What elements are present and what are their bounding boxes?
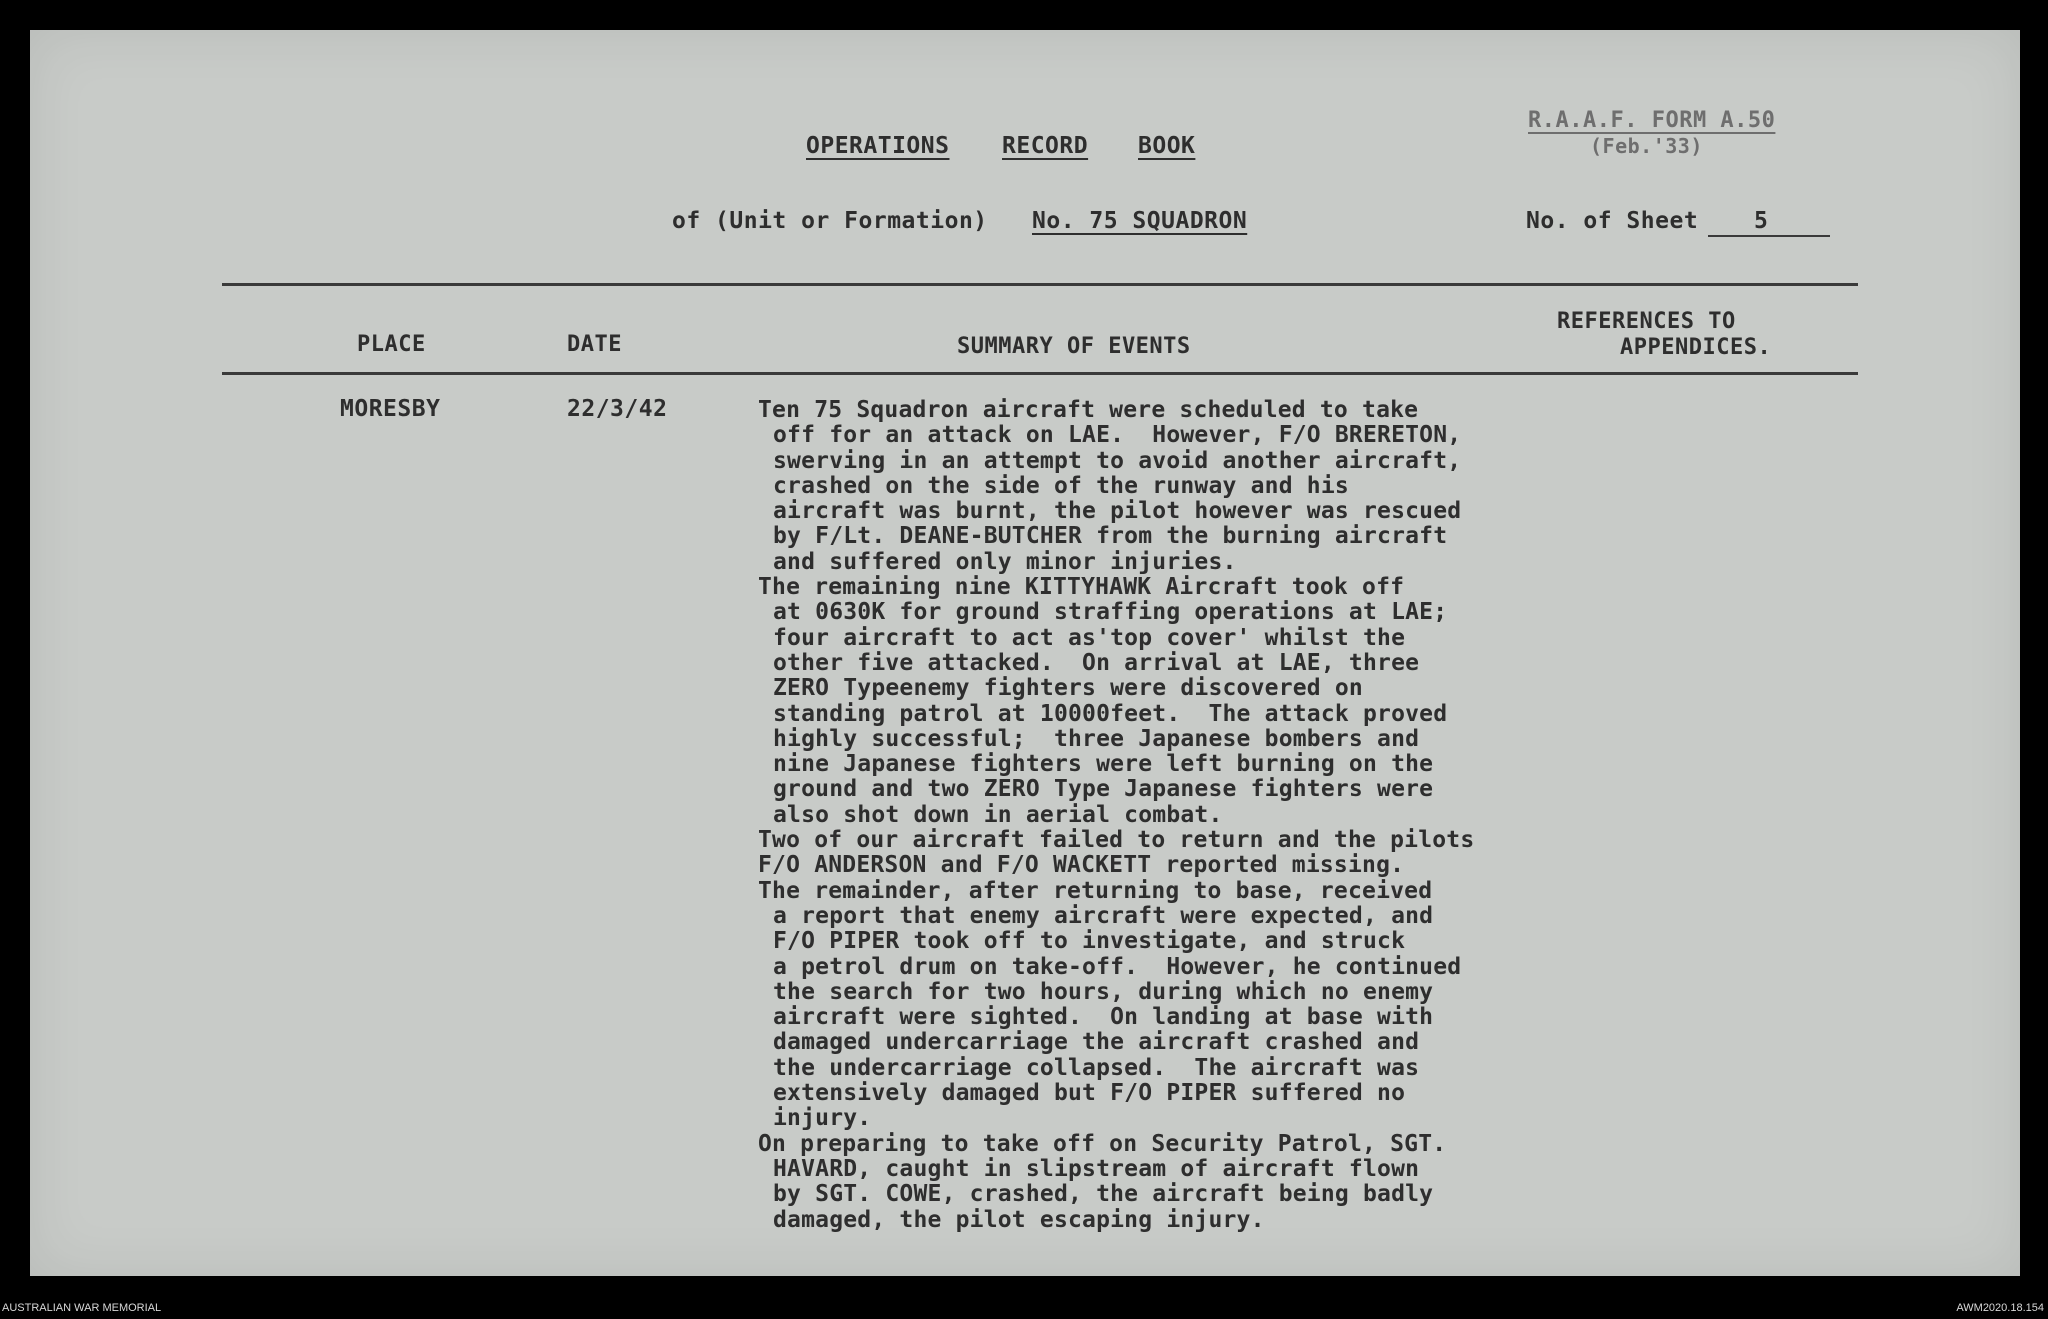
- summary-line: the undercarriage collapsed. The aircraft was: [773, 1054, 1420, 1081]
- summary-line: highly successful; three Japanese bombers and: [773, 725, 1420, 752]
- summary-line: and suffered only minor injuries.: [773, 548, 1237, 575]
- summary-of-events: [758, 398, 1538, 1233]
- form-date: (Feb.'33): [1590, 134, 1703, 158]
- header-top-rule: [222, 283, 1858, 286]
- summary-line: F/O ANDERSON and F/O WACKETT reported missing.: [758, 852, 1405, 879]
- form-reference: R.A.A.F. FORM A.50: [1528, 108, 1776, 133]
- column-header-summary: SUMMARY OF EVENTS: [957, 334, 1191, 359]
- summary-line: F/O PIPER took off to investigate, and struck: [773, 928, 1406, 955]
- summary-line: HAVARD, caught in slipstream of aircraft flown: [773, 1155, 1420, 1182]
- column-header-references: REFERENCES TO: [1557, 309, 1736, 334]
- summary-line: the search for two hours, during which no enemy: [773, 978, 1434, 1005]
- column-header-place: PLACE: [357, 332, 426, 357]
- summary-line: four aircraft to act as'top cover' whilst the: [773, 624, 1406, 651]
- summary-line: The remainder, after returning to base, received: [758, 877, 1433, 904]
- title-word-operations: OPERATIONS: [806, 133, 950, 159]
- summary-line: swerving in an attempt to avoid another aircraft,: [773, 447, 1462, 474]
- summary-line: a report that enemy aircraft were expected, and: [773, 902, 1434, 929]
- sheet-label: No. of Sheet: [1526, 208, 1699, 234]
- summary-line: Ten 75 Squadron aircraft were scheduled to take: [758, 397, 1419, 423]
- unit-label: of (Unit or Formation): [672, 208, 988, 234]
- summary-line: extensively damaged but F/O PIPER suffered no: [773, 1080, 1406, 1107]
- sheet-number: 5: [1754, 208, 1769, 234]
- entry-date: 22/3/42: [567, 396, 668, 422]
- title-word-book: BOOK: [1138, 133, 1196, 159]
- summary-line: ground and two ZERO Type Japanese fighters were: [773, 776, 1434, 803]
- sheet-underline: [1708, 235, 1830, 237]
- summary-line: injury.: [773, 1105, 872, 1132]
- summary-line: aircraft was burnt, the pilot however was rescued: [773, 498, 1462, 525]
- summary-line: damaged undercarriage the aircraft crashed and: [773, 1029, 1420, 1056]
- summary-line: aircraft were sighted. On landing at base with: [773, 1004, 1434, 1031]
- unit-value: No. 75 SQUADRON: [1032, 208, 1248, 234]
- title-word-record: RECORD: [1002, 133, 1089, 159]
- summary-line: by SGT. COWE, crashed, the aircraft being badly: [773, 1181, 1434, 1208]
- footer-accession-number: AWM2020.18.154: [1956, 1302, 2044, 1314]
- summary-line: also shot down in aerial combat.: [773, 801, 1223, 828]
- entry-place: MORESBY: [340, 396, 441, 422]
- summary-line: at 0630K for ground straffing operations at LAE;: [773, 599, 1448, 626]
- column-header-date: DATE: [567, 332, 622, 357]
- summary-line: standing patrol at 10000feet. The attack proved: [773, 700, 1448, 727]
- summary-line: off for an attack on LAE. However, F/O BRERETON,: [773, 422, 1462, 449]
- summary-line: The remaining nine KITTYHAWK Aircraft took off: [758, 574, 1405, 601]
- summary-line: crashed on the side of the runway and his: [773, 472, 1349, 499]
- summary-line: Two of our aircraft failed to return and the pilots: [758, 827, 1475, 854]
- summary-line: other five attacked. On arrival at LAE, three: [773, 649, 1420, 676]
- summary-line: a petrol drum on take-off. However, he continued: [773, 953, 1462, 980]
- summary-line: damaged, the pilot escaping injury.: [773, 1206, 1265, 1233]
- summary-line: nine Japanese fighters were left burning on the: [773, 751, 1434, 778]
- summary-line: On preparing to take off on Security Patrol, SGT.: [758, 1130, 1447, 1157]
- header-bottom-rule: [222, 372, 1858, 375]
- summary-line: ZERO Typeenemy fighters were discovered on: [773, 675, 1363, 702]
- footer-credit: AUSTRALIAN WAR MEMORIAL: [2, 1302, 162, 1314]
- column-header-appendices: APPENDICES.: [1620, 335, 1772, 360]
- summary-line: by F/Lt. DEANE-BUTCHER from the burning aircraft: [773, 523, 1448, 550]
